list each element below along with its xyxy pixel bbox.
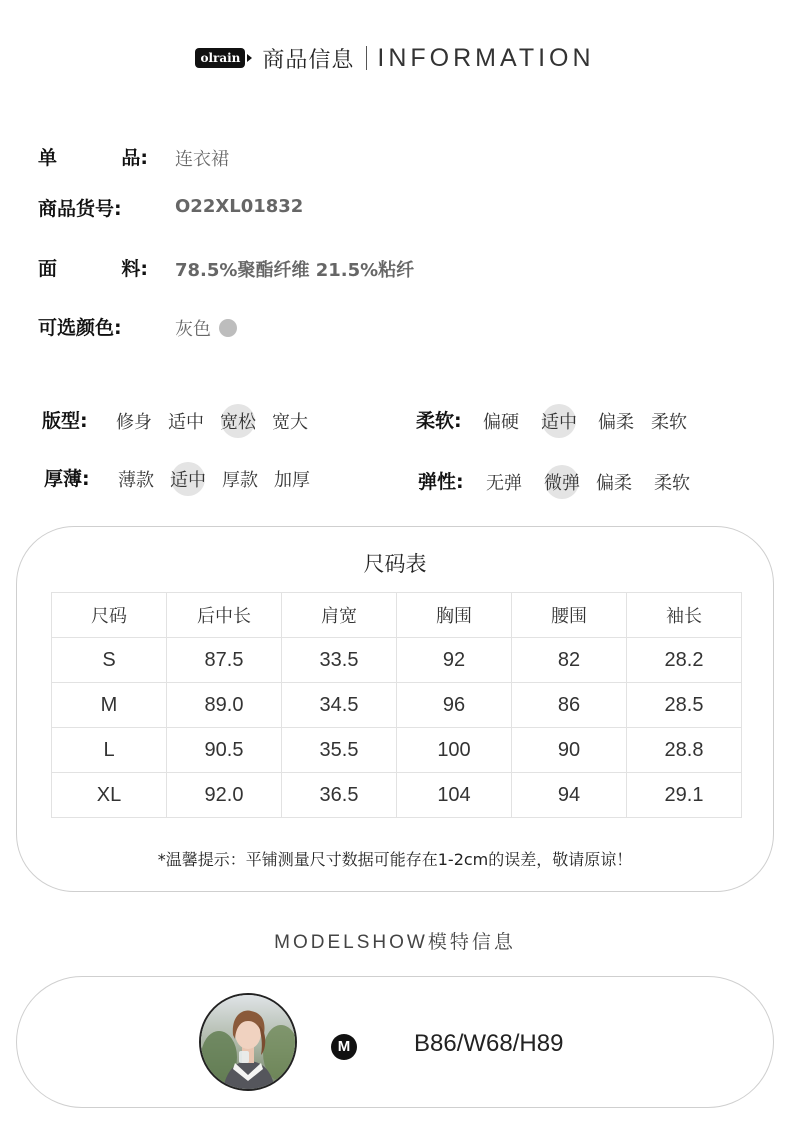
table-cell: 94 <box>512 773 627 818</box>
table-cell: 92.0 <box>167 773 282 818</box>
table-cell: L <box>52 728 167 773</box>
color-value-wrap <box>175 315 237 341</box>
table-row <box>52 728 742 773</box>
fabric-label-part: 料: <box>121 258 148 280</box>
table-cell: 92 <box>397 638 512 683</box>
table-row <box>52 773 742 818</box>
table-cell: 90.5 <box>167 728 282 773</box>
softness-option: 偏硬 <box>483 412 519 433</box>
table-cell: 86 <box>512 683 627 728</box>
header-title-cn: 商品信息 <box>262 47 355 73</box>
thickness-option: 加厚 <box>274 470 310 491</box>
size-table-title: 尺码表 <box>363 552 427 576</box>
model-size-badge: M <box>331 1034 357 1060</box>
table-cell: 100 <box>397 728 512 773</box>
softness-option-selected: 适中 <box>541 408 577 434</box>
table-cell: 96 <box>397 683 512 728</box>
thickness-option-selected: 适中 <box>170 466 206 492</box>
measurement-note: *温馨提示：平铺测量尺寸数据可能存在1-2cm的误差，敬请原谅！ <box>157 850 633 869</box>
table-cell: S <box>52 638 167 683</box>
table-header-cell: 胸围 <box>397 593 512 638</box>
fabric-label <box>38 254 148 281</box>
color-label: 可选颜色: <box>38 317 122 339</box>
softness-label: 柔软: <box>416 410 462 432</box>
fit-option-selected: 宽松 <box>220 408 256 434</box>
header-title-en: INFORMATION <box>377 43 595 72</box>
thickness-label: 厚薄: <box>44 468 90 490</box>
logo-arrow-icon <box>247 54 252 62</box>
size-table <box>51 592 742 818</box>
thickness-option: 厚款 <box>222 470 258 491</box>
sku-value: O22XL01832 <box>175 196 304 217</box>
table-cell: M <box>52 683 167 728</box>
table-cell: 28.8 <box>627 728 742 773</box>
table-header-cell: 尺码 <box>52 593 167 638</box>
softness-option: 柔软 <box>651 412 687 433</box>
table-cell: 90 <box>512 728 627 773</box>
section-header <box>0 40 790 76</box>
item-value: 连衣裙 <box>175 149 229 170</box>
table-header-row <box>52 593 742 638</box>
table-cell: 87.5 <box>167 638 282 683</box>
sku-label: 商品货号: <box>38 198 122 220</box>
item-label-part: 品: <box>121 147 148 169</box>
elasticity-option: 柔软 <box>654 473 690 494</box>
table-cell: 36.5 <box>282 773 397 818</box>
table-header-cell: 袖长 <box>627 593 742 638</box>
item-label <box>38 143 148 170</box>
table-header-cell: 腰围 <box>512 593 627 638</box>
table-cell: 104 <box>397 773 512 818</box>
fit-label: 版型: <box>42 410 88 432</box>
table-cell: 89.0 <box>167 683 282 728</box>
model-portrait-image <box>201 995 295 1089</box>
table-cell: 33.5 <box>282 638 397 683</box>
elasticity-option-selected: 微弹 <box>544 469 580 495</box>
elasticity-option: 无弹 <box>486 473 522 494</box>
table-cell: 35.5 <box>282 728 397 773</box>
table-cell: 34.5 <box>282 683 397 728</box>
fit-option: 宽大 <box>272 412 308 433</box>
model-panel <box>16 976 774 1108</box>
fabric-label-part: 面 <box>38 258 58 280</box>
table-cell: XL <box>52 773 167 818</box>
table-cell: 82 <box>512 638 627 683</box>
table-header-cell: 肩宽 <box>282 593 397 638</box>
elasticity-option: 偏柔 <box>596 473 632 494</box>
model-avatar <box>199 993 297 1091</box>
table-cell: 28.5 <box>627 683 742 728</box>
table-header-cell: 后中长 <box>167 593 282 638</box>
model-section-title: MODELSHOW模特信息 <box>274 932 516 953</box>
model-measurements: B86/W68/H89 <box>414 1030 564 1057</box>
table-cell: 29.1 <box>627 773 742 818</box>
table-row <box>52 638 742 683</box>
thickness-option: 薄款 <box>118 470 154 491</box>
color-swatch[interactable] <box>219 319 237 337</box>
elasticity-label: 弹性: <box>418 471 464 493</box>
fit-option: 适中 <box>168 412 204 433</box>
table-row <box>52 683 742 728</box>
table-cell: 28.2 <box>627 638 742 683</box>
softness-option: 偏柔 <box>598 412 634 433</box>
brand-logo: olrain <box>195 48 245 68</box>
item-label-part: 单 <box>38 147 58 169</box>
header-divider <box>366 46 367 70</box>
fit-option: 修身 <box>116 412 152 433</box>
color-value: 灰色 <box>175 319 211 340</box>
fabric-value: 78.5%聚酯纤维 21.5%粘纤 <box>175 260 415 281</box>
